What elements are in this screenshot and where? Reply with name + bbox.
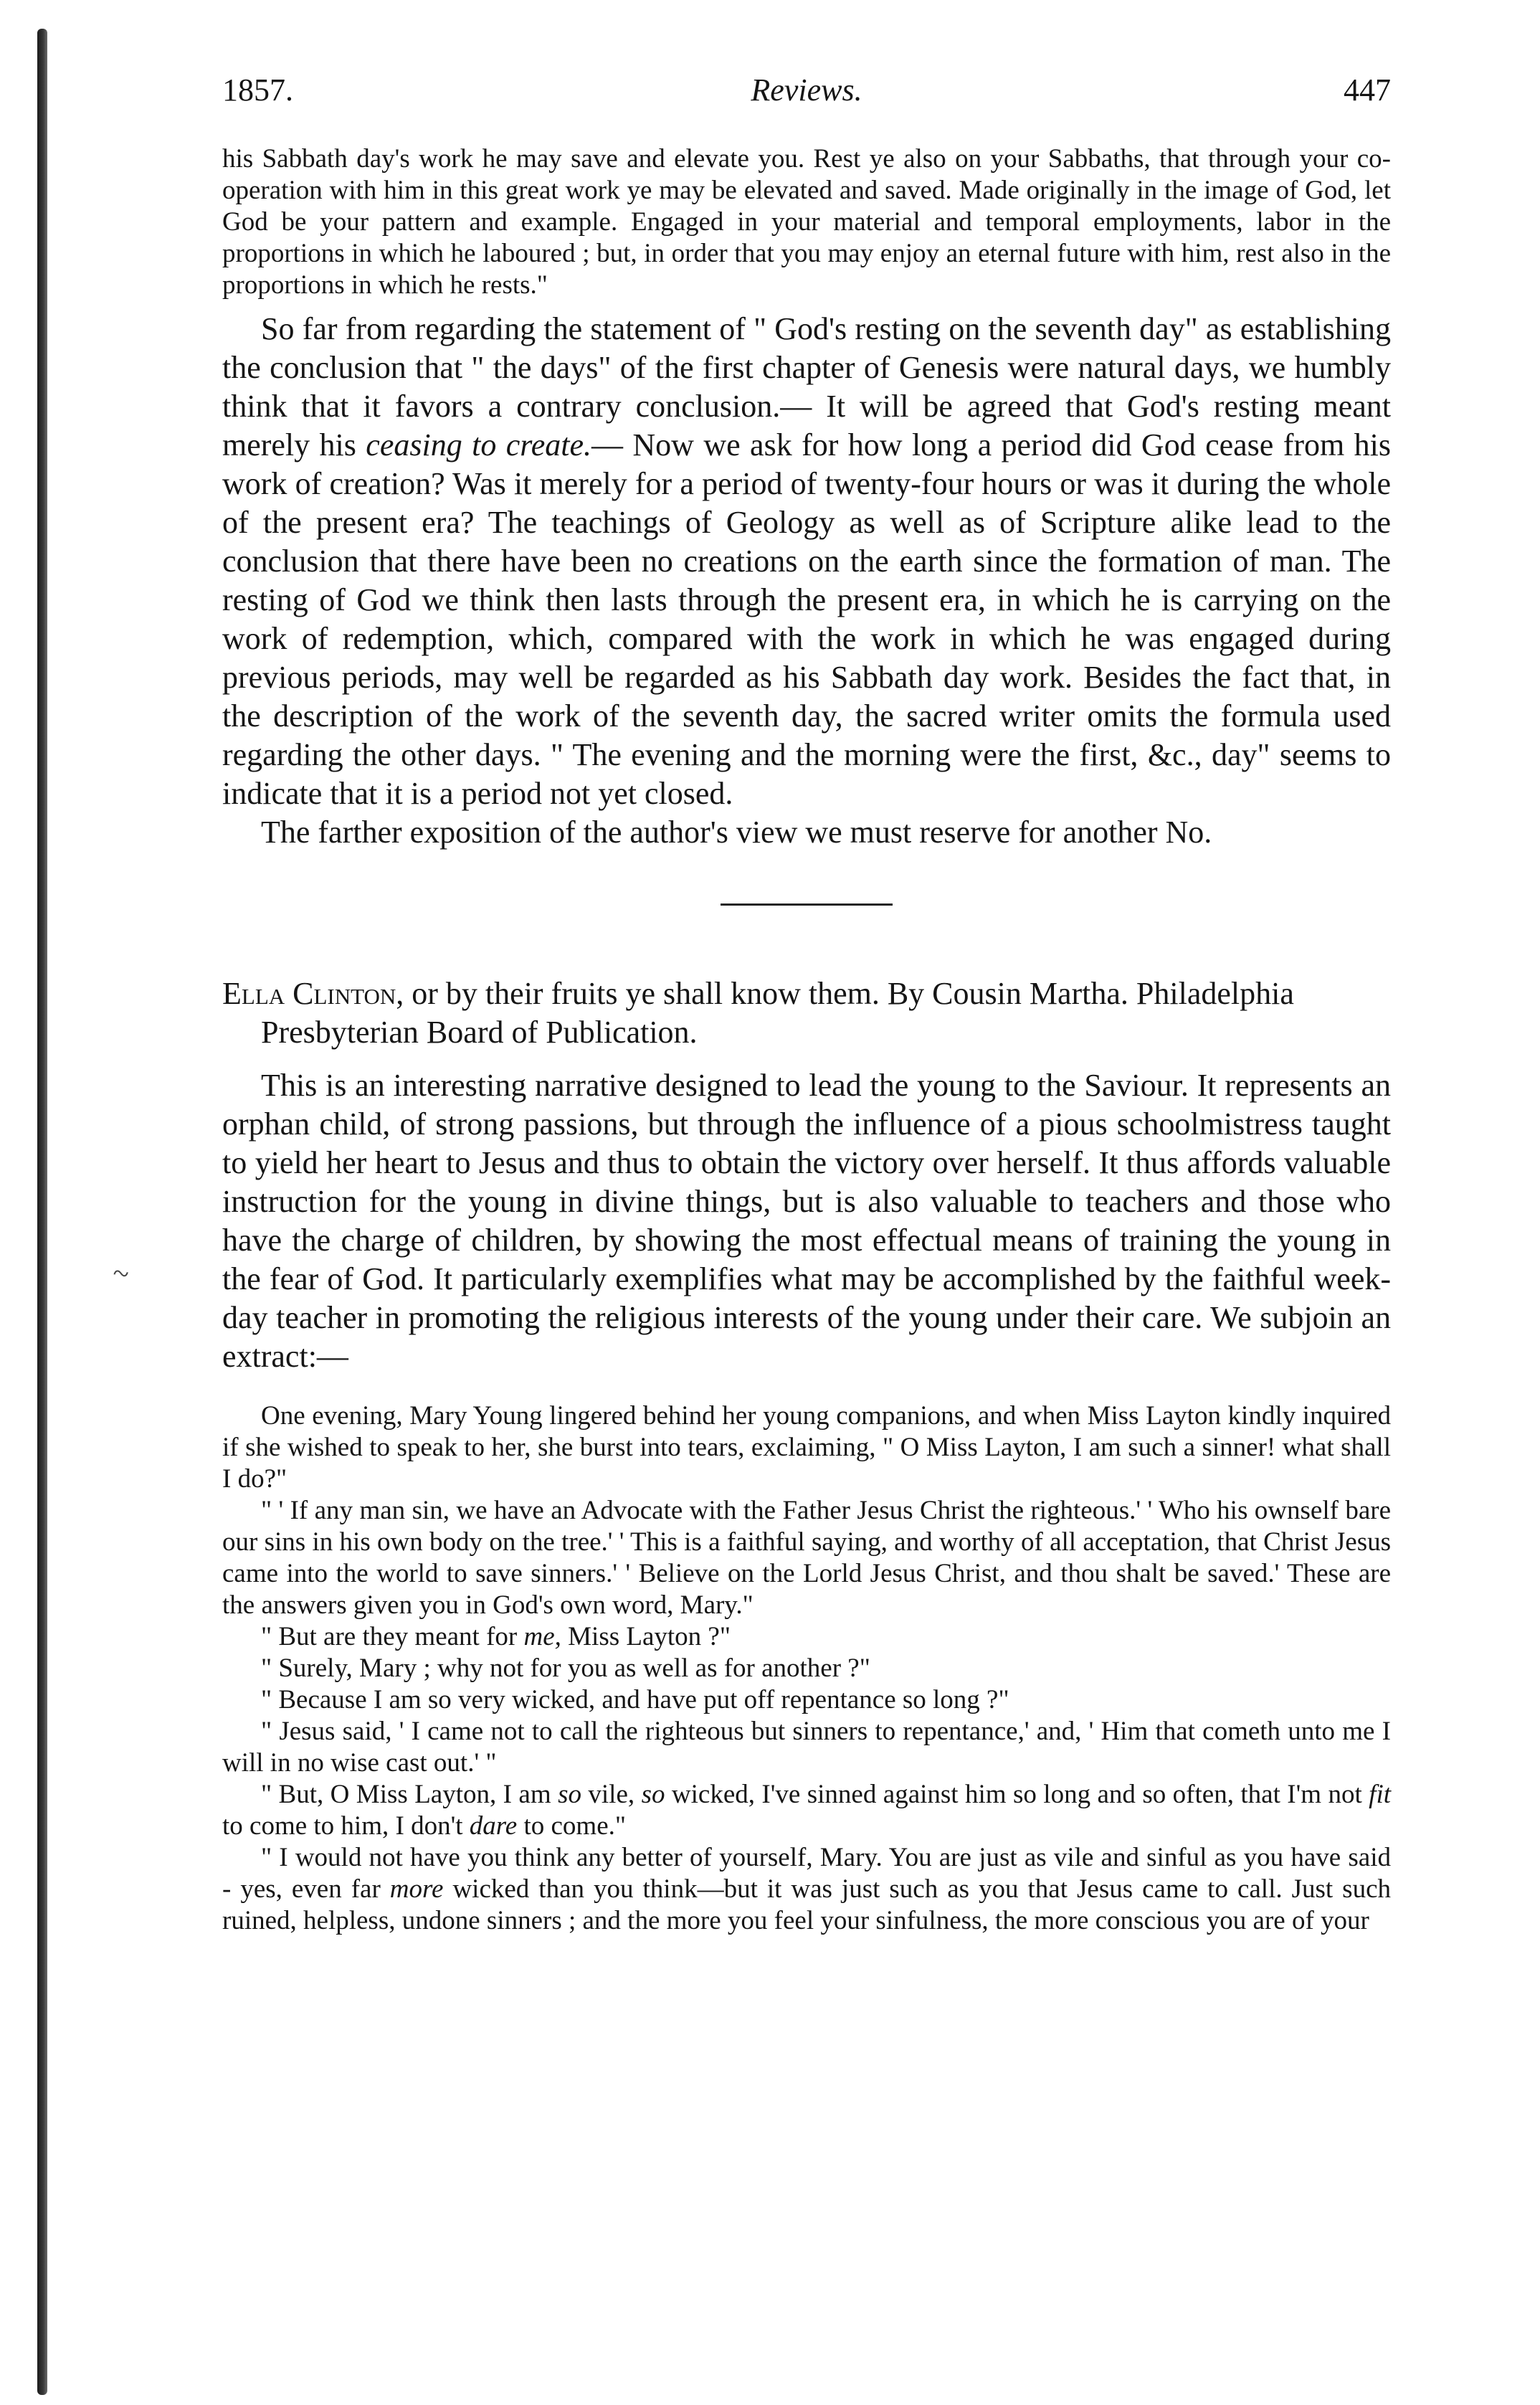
review-heading: [222, 974, 1391, 1052]
review-paragraph: This is an interesting narrative designed to lead the young to the Saviour. It represents an orphan child, of strong passions, but through the influence of a pious schoolmistress taught to yield her heart to Jesus and thus to obtain the victory over herself. It thus affords valuable instruction for the young in divine things, but is also valuable to teachers and those who have the charge of children, by showing the most effectual means of training the young in the fear of God. It particularly exemplifies what may be accomplished by the faithful week-day teacher in promoting the religious interests of the young under their care. We subjoin an extract:—: [222, 1068, 1391, 1374]
extract-p3-text-a: " But are they meant for: [261, 1622, 524, 1651]
extract-p8-text-b: wicked than you think—but it was just such as you that Jesus came to call. Just such ruined, helpless, undone sinners ; and the more you feel your sinfulness, the more conscious you are of your: [222, 1874, 1391, 1935]
extract-p8-emphasis: more: [389, 1874, 444, 1904]
extract-p7-emphasis-2: so: [641, 1780, 665, 1809]
extract-paragraph-2: " ' If any man sin, we have an Advocate with the Father Jesus Christ the righteous.' ' Who his ownself bare our sins in his own body on the tree.' ' This is a faithful saying, and worthy of all acceptation, that Christ Jesus came into the world to save sinners.' ' Believe on the Lorld Jesus Christ, and thou shalt be saved.' These are the answers given you in God's own word, Mary.": [222, 1496, 1391, 1620]
extract-paragraph-8: [222, 1842, 1391, 1937]
extract-p7-text-c: wicked, I've sinned against him so long and so often, that I'm not: [665, 1780, 1369, 1809]
commentary-paragraph: [222, 310, 1391, 813]
extract-p3-emphasis: me,: [523, 1622, 561, 1651]
extract-p3-text-b: Miss Layton ?": [561, 1622, 731, 1651]
commentary-text-part-1: So far from regarding the statement of " God's resting on the seventh day" as establishing the conclusion that " the days" of the first chapter of Genesis were natural days, we humbly think that it favors a contrary conclusion.— It will be agreed that God's resting meant merely his: [222, 311, 1391, 463]
extract-p8-text-a: " I would not have you think any better of yourself, Mary. You are just as vile and sinful as you have said - yes, even far: [222, 1843, 1391, 1904]
extract-p7-emphasis-3: fit: [1369, 1780, 1392, 1809]
extract-block: [222, 1400, 1391, 1937]
extract-p7-text-d: to come to him, I don't: [222, 1811, 470, 1841]
commentary-text-part-2: — Now we ask for how long a period did God cease from his work of creation? Was it merely for a period of twenty-four hours or was it during the whole of the present era? The teachings of Geology as well as of Scripture alike lead to the conclusion that there have been no creations on the earth since the formation of man. The resting of God we think then lasts through the present era, in which he is carrying on the work of redemption, which, compared with the work in which he was engaged during previous periods, may well be regarded as his Sabbath day work. Besides the fact that, in the description of the work of the seventh day, the sacred writer omits the formula used regarding the other days. " The evening and the morning were the first, &c., day" seems to indicate that it is a period not yet closed.: [222, 427, 1391, 811]
commentary-italic-phrase: ceasing to create.: [366, 427, 592, 463]
extract-p7-emphasis-1: so: [558, 1780, 581, 1809]
extract-p7-emphasis-4: dare: [469, 1811, 518, 1841]
extract-paragraph-5: " Because I am so very wicked, and have put off repentance so long ?": [261, 1685, 1009, 1714]
extract-paragraph-6: " Jesus said, ' I came not to call the righteous but sinners to repentance,' and, ' Him that cometh unto me I will in no wise cast out.' ": [222, 1717, 1391, 1778]
page-body: [222, 143, 1391, 1937]
extract-p7-text-e: to come.": [517, 1811, 626, 1841]
extract-paragraph-7: [222, 1779, 1391, 1842]
book-binding-edge: [37, 29, 47, 2395]
header-running-title: Reviews.: [751, 72, 862, 108]
review-heading-details: or by their fruits ye shall know them. By Cousin Martha. Philadelphia Presbyterian Board of Publication.: [261, 976, 1294, 1050]
header-page-number: 447: [1344, 72, 1391, 108]
extract-paragraph-4: " Surely, Mary ; why not for you as well as for another ?": [261, 1654, 870, 1683]
extract-paragraph-3: [222, 1621, 1391, 1653]
extract-paragraph-1: One evening, Mary Young lingered behind her young companions, and when Miss Layton kindly inquired if she wished to speak to her, she burst into tears, exclaiming, " O Miss Layton, I am such a sinner! what shall I do?": [222, 1401, 1391, 1494]
section-divider: [721, 903, 893, 906]
quote-continuation: his Sabbath day's work he may save and elevate you. Rest ye also on your Sabbaths, that through your co-operation with him in this great work ye may be elevated and saved. Made originally in the image of God, let God be your pattern and example. Engaged in your material and temporal employments, labor in the proportions in which he laboured ; but, in order that you may enjoy an eternal future with him, rest also in the proportions in which he rests.": [222, 144, 1391, 300]
closing-line: The farther exposition of the author's view we must reserve for another No.: [261, 815, 1212, 850]
review-book-title: Ella Clinton,: [222, 976, 404, 1011]
running-header: [222, 72, 1391, 122]
extract-p7-text-a: " But, O Miss Layton, I am: [261, 1780, 559, 1809]
extract-p7-text-b: vile,: [581, 1780, 642, 1809]
stray-ink-mark: ~: [110, 1256, 133, 1291]
header-year: 1857.: [222, 72, 293, 108]
